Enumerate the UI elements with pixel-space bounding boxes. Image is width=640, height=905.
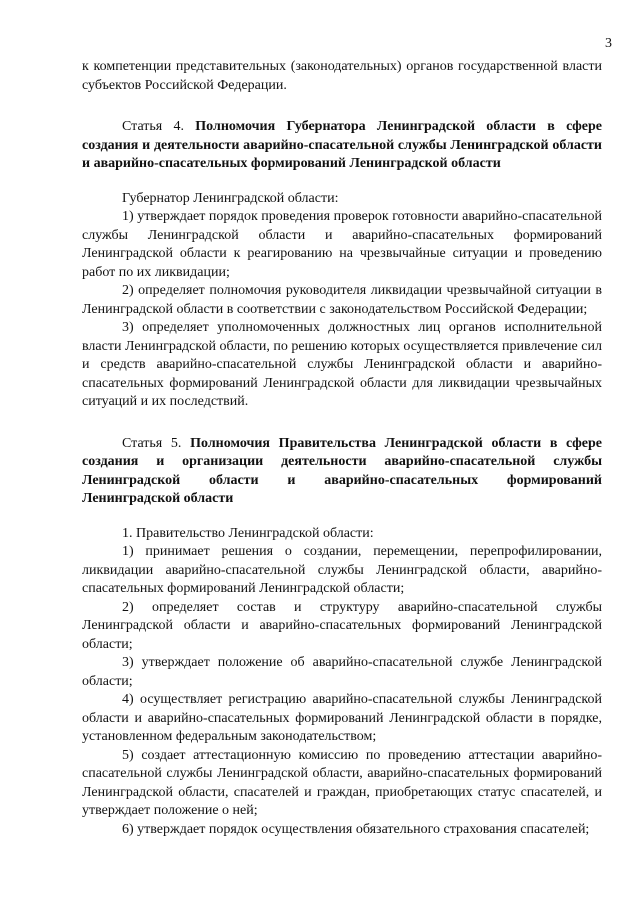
article-5-item: 1) принимает решения о создании, перемещении, перепрофилировании, ликвидации аварийно-спасательной службы Ленинградской области, аварийно-спасательных формирований Ленинградской области; [82, 544, 602, 596]
article-5-heading [82, 435, 602, 509]
page-number: 3 [605, 36, 612, 51]
article-5-item: 2) определяет состав и структуру аварийно-спасательной службы Ленинградской области и аварийно-спасательных формирований Ленинградской области; [82, 599, 602, 652]
article-4-title: Полномочия Губернатора Ленинградской области в сфере создания и деятельности аварийно-спасательной службы Ленинградской области и аварийно-спасательных формирований Ленинградской области [82, 119, 602, 171]
intro-paragraph: к компетенции представительных (законодательных) органов государственной власти субъектов Российской Федерации. [82, 59, 602, 93]
article-4-item: 2) определяет полномочия руководителя ликвидации чрезвычайной ситуации в Ленинградской области в соответствии с законодательством Российской Федерации; [82, 283, 602, 317]
article-5-title: Полномочия Правительства Ленинградской области в сфере создания и организации деятельности аварийно-спасательной службы Ленинградской области и аварийно-спасательных формирований Ленинградской области [82, 435, 602, 506]
article-5-item: 4) осуществляет регистрацию аварийно-спасательной службы Ленинградской области и аварийно-спасательных формирований Ленинградской области в порядке, установленном федеральным законодательством; [82, 692, 602, 744]
article-4-heading [82, 118, 602, 174]
document-body [82, 58, 602, 839]
article-5-item: 3) утверждает положение об аварийно-спасательной службе Ленинградской области; [82, 655, 602, 689]
article-5-lead: 1. Правительство Ленинградской области: [122, 525, 374, 541]
article-5-prefix: Статья 5. [122, 435, 182, 451]
article-4-prefix: Статья 4. [122, 119, 185, 134]
article-4-item: 3) определяет уполномоченных должностных лиц органов исполнительной власти Ленинградской области, по решению которых осуществляется привлечение сил и средств аварийно-спасательной службы Ленинградской области и аварийно-спасательных формирований Ленинградской области для ликвидации чрезвычайных ситуаций и их последствий. [82, 320, 602, 409]
article-4-item: 1) утверждает порядок проведения проверок готовности аварийно-спасательной службы Ленинградской области и аварийно-спасательных формирований Ленинградской области к реагированию на чрезвычайные ситуации и проведению работ по их ликвидации; [82, 209, 602, 280]
article-4-lead: Губернатор Ленинградской области: [122, 190, 339, 206]
article-5-item: 5) создает аттестационную комиссию по проведению аттестации аварийно-спасательной службы Ленинградской области, аварийно-спасательных формирований Ленинградской области, спасателей и граждан, приобретающих статус спасателей, и утверждает положение о ней; [82, 747, 602, 818]
article-5-item: 6) утверждает порядок осуществления обязательного страхования спасателей; [122, 821, 590, 837]
